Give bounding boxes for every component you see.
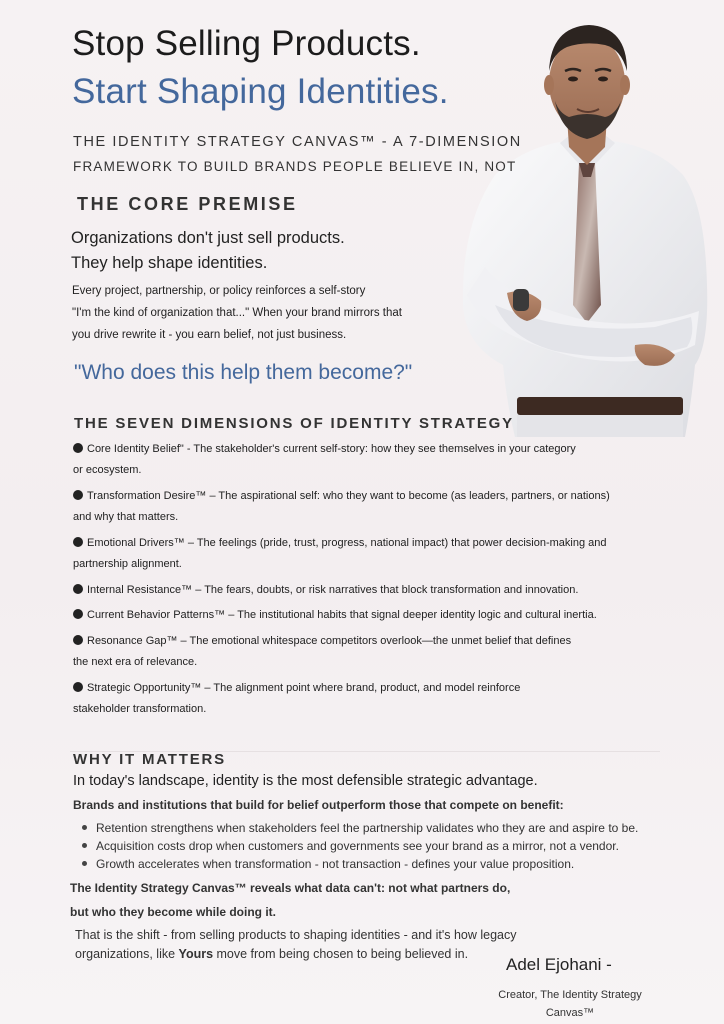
list-item: Retention strengthens when stakeholders feel the partnership validates who they are and aspire to be. bbox=[82, 819, 638, 837]
core-premise-lead-2: They help shape identities. bbox=[71, 254, 268, 272]
bullet-icon bbox=[73, 682, 83, 692]
dimension-item-continuation: the next era of relevance. bbox=[73, 656, 198, 668]
bullet-icon bbox=[73, 635, 83, 645]
bullet-icon bbox=[82, 825, 87, 830]
subtitle-line-1: THE IDENTITY STRATEGY CANVAS™ - A 7-DIMENSION bbox=[73, 134, 522, 150]
bullet-icon bbox=[82, 861, 87, 866]
dimension-item: Core Identity Belief" - The stakeholder's current self-story: how they see themselves in your category bbox=[73, 443, 576, 455]
why-heading: WHY IT MATTERS bbox=[73, 751, 226, 768]
dimension-item-continuation: partnership alignment. bbox=[73, 558, 182, 570]
why-bold-line: Brands and institutions that build for belief outperform those that compete on benefit: bbox=[73, 798, 564, 812]
shift-line-1: That is the shift - from selling products to shaping identities - and it's how legacy bbox=[75, 928, 517, 942]
why-lead: In today's landscape, identity is the most defensible strategic advantage. bbox=[73, 773, 538, 789]
author-role-1: Creator, The Identity Strategy bbox=[498, 989, 642, 1001]
shift-line-2: organizations, like Yours move from being chosen to being believed in. bbox=[75, 947, 469, 961]
dimension-item-continuation: and why that matters. bbox=[73, 511, 179, 523]
dimension-item: Current Behavior Patterns™ – The institutional habits that signal deeper identity logic and cultural inertia. bbox=[73, 609, 597, 621]
title-line-2: Start Shaping Identities. bbox=[72, 72, 449, 111]
bullet-icon bbox=[73, 609, 83, 619]
author-name: Adel Ejohani - bbox=[506, 955, 612, 974]
bullet-icon bbox=[73, 537, 83, 547]
dimension-item: Internal Resistance™ – The fears, doubts, or risk narratives that block transformation and innovation. bbox=[73, 584, 578, 596]
bullet-icon bbox=[73, 443, 83, 453]
core-premise-body-3: you drive rewrite it - you earn belief, not just business. bbox=[72, 329, 347, 341]
reveal-line-1: The Identity Strategy Canvas™ reveals what data can't: not what partners do, bbox=[70, 881, 511, 895]
benefits-list bbox=[82, 819, 638, 873]
list-item: Acquisition costs drop when customers and governments see your brand as a mirror, not a vendor. bbox=[82, 837, 638, 855]
core-question-quote: "Who does this help them become?" bbox=[74, 361, 413, 384]
dimensions-heading: THE SEVEN DIMENSIONS OF IDENTITY STRATEGY bbox=[74, 415, 514, 432]
core-premise-body-2: "I'm the kind of organization that..." When your brand mirrors that bbox=[72, 307, 402, 319]
list-item: Growth accelerates when transformation - not transaction - defines your value proposition. bbox=[82, 855, 638, 873]
dimension-item: Strategic Opportunity™ – The alignment point where brand, product, and model reinforce bbox=[73, 682, 520, 694]
dimension-item-continuation: stakeholder transformation. bbox=[73, 703, 207, 715]
title-line-1: Stop Selling Products. bbox=[72, 24, 421, 63]
author-role-2: Canvas™ bbox=[545, 1007, 595, 1019]
author-portrait bbox=[455, 5, 717, 437]
bullet-icon bbox=[73, 490, 83, 500]
dimension-item: Emotional Drivers™ – The feelings (pride, trust, progress, national impact) that power decision-making and bbox=[73, 537, 606, 549]
reveal-line-2: but who they become while doing it. bbox=[70, 905, 277, 919]
bullet-icon bbox=[82, 843, 87, 848]
core-premise-body-1: Every project, partnership, or policy reinforces a self-story bbox=[72, 285, 366, 297]
dimension-item-continuation: or ecosystem. bbox=[73, 464, 142, 476]
dimension-item: Transformation Desire™ – The aspirational self: who they want to become (as leaders, partners, or nations) bbox=[73, 490, 610, 502]
core-premise-lead-1: Organizations don't just sell products. bbox=[71, 229, 345, 247]
core-premise-heading: THE CORE PREMISE bbox=[77, 194, 298, 214]
bullet-icon bbox=[73, 584, 83, 594]
dimension-item: Resonance Gap™ – The emotional whitespace competitors overlook—the unmet belief that defines bbox=[73, 635, 571, 647]
subtitle-line-2: FRAMEWORK TO BUILD BRANDS PEOPLE BELIEVE IN, NOT bbox=[73, 159, 517, 174]
